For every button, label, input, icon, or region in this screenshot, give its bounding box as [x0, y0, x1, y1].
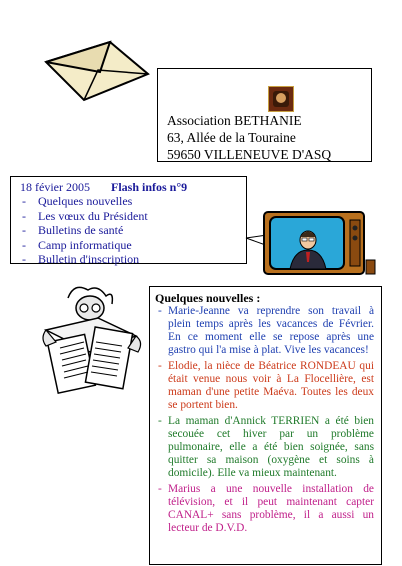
television-icon — [262, 210, 377, 278]
address-line-street: 63, Allée de la Touraine — [167, 130, 296, 145]
address-block — [167, 112, 331, 163]
address-line-city: 59650 VILLENEUVE D'ASQ — [167, 147, 332, 162]
flash-title: Flash infos n°9 — [111, 180, 188, 194]
news-item: - La maman d'Annick TERRIEN a été bien secouée cet hiver par un problème pulmonaire, elle a été bien soignée, sans quitter sa maison (oxygène et soins à domicile). Elle va mieux maintenant. — [158, 415, 374, 480]
list-item: - Bulletin d'inscription — [22, 252, 148, 267]
stamp-icon — [268, 86, 294, 112]
news-title: Quelques nouvelles : — [155, 291, 261, 305]
news-list — [158, 305, 374, 538]
news-item: - Elodie, la nièce de Béatrice RONDEAU qui était venue nous voir à La Flocellière, est maman d'une petite Maéva. Toutes les deux se portent bien. — [158, 360, 374, 412]
list-item: - Camp informatique — [22, 238, 148, 253]
newspaper-reader-icon — [40, 282, 150, 402]
news-item: - Marie-Jeanne va reprendre son travail à plein temps après les vacances de Février. En ce moment elle se repose après une gastro qui l'a mise à plat. Vive les vacances! — [158, 305, 374, 357]
list-item: - Les vœux du Président — [22, 209, 148, 224]
flash-date: 18 févier 2005 — [20, 180, 90, 194]
envelope-icon — [40, 40, 152, 104]
flash-contents-list — [22, 194, 148, 267]
news-item: - Marius a une nouvelle installation de télévision, et il peut maintenant capter CANAL+ sans problème, il a aussi un lecteur de D.V.D. — [158, 483, 374, 535]
list-item: - Quelques nouvelles — [22, 194, 148, 209]
list-item: - Bulletins de santé — [22, 223, 148, 238]
address-line-organisation: Association BETHANIE — [167, 113, 302, 128]
